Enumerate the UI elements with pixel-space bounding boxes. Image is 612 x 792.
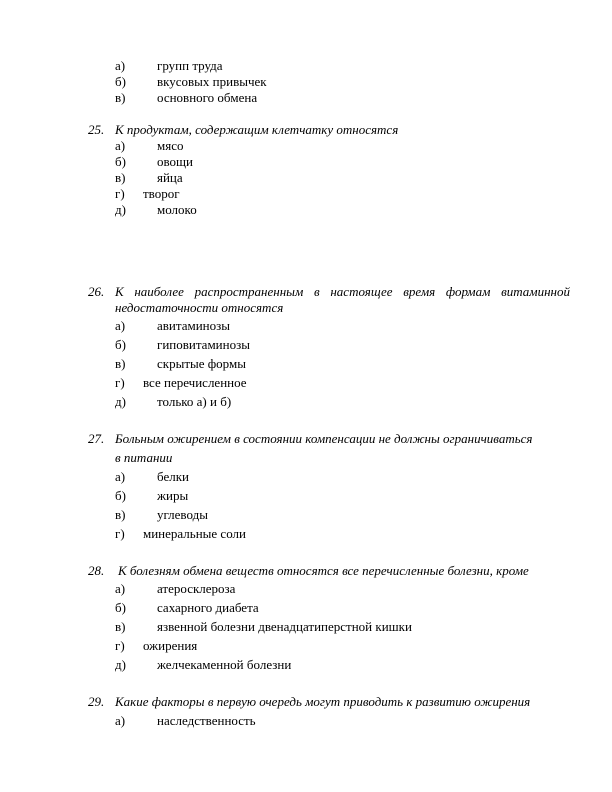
option-letter: в) bbox=[115, 356, 126, 371]
option-text: только а) и б) bbox=[157, 394, 232, 409]
option-text: основного обмена bbox=[157, 90, 258, 105]
option-text: белки bbox=[157, 469, 189, 484]
option-letter: г) bbox=[115, 186, 125, 201]
option-letter: б) bbox=[115, 74, 126, 89]
question-number: 26. bbox=[88, 284, 105, 299]
option-text: вкусовых привычек bbox=[157, 74, 267, 89]
option-text: молоко bbox=[157, 202, 197, 217]
option-letter: в) bbox=[115, 170, 126, 185]
option-text: сахарного диабета bbox=[157, 600, 259, 615]
question-number: 25. bbox=[88, 122, 105, 137]
option-text: творог bbox=[143, 186, 180, 201]
option-text: атеросклероза bbox=[157, 581, 236, 596]
option-letter: г) bbox=[115, 375, 125, 390]
option-letter: а) bbox=[115, 318, 126, 333]
option-text: жиры bbox=[157, 488, 189, 503]
question-number: 27. bbox=[88, 431, 105, 446]
question-number: 28. bbox=[88, 563, 105, 578]
option-text: скрытые формы bbox=[157, 356, 246, 371]
option-text: наследственность bbox=[157, 713, 256, 728]
question-text bbox=[115, 284, 570, 316]
option-letter: в) bbox=[115, 90, 126, 105]
question-number: 29. bbox=[88, 694, 105, 709]
question-text-line: Больным ожирением в состоянии компенсации не должны ограничиваться bbox=[115, 431, 533, 446]
option-text: гиповитаминозы bbox=[157, 337, 250, 352]
option-text: желчекаменной болезни bbox=[157, 657, 292, 672]
option-letter: а) bbox=[115, 581, 126, 596]
option-text: ожирения bbox=[143, 638, 198, 653]
option-letter: б) bbox=[115, 337, 126, 352]
option-letter: в) bbox=[115, 507, 126, 522]
option-letter: г) bbox=[115, 638, 125, 653]
option-letter: в) bbox=[115, 619, 126, 634]
question-text-line: в питании bbox=[115, 450, 173, 465]
question-text: К болезням обмена веществ относятся все перечисленные болезни, кроме bbox=[118, 563, 529, 578]
option-text: яйца bbox=[157, 170, 183, 185]
option-letter: д) bbox=[115, 657, 126, 672]
option-letter: а) bbox=[115, 58, 126, 73]
option-letter: б) bbox=[115, 600, 126, 615]
question-text-line: К наиболее распространенным в настоящее время формам витаминной bbox=[115, 284, 570, 299]
option-letter: а) bbox=[115, 138, 126, 153]
option-text: овощи bbox=[157, 154, 194, 169]
option-text: минеральные соли bbox=[143, 526, 246, 541]
option-letter: д) bbox=[115, 394, 126, 409]
question-text: К продуктам, содержащим клетчатку относятся bbox=[115, 122, 399, 137]
option-text: язвенной болезни двенадцатиперстной кишки bbox=[157, 619, 412, 634]
option-text: групп труда bbox=[157, 58, 223, 73]
question-text-line: недостаточности относятся bbox=[115, 300, 284, 315]
option-text: все перечисленное bbox=[143, 375, 247, 390]
option-letter: б) bbox=[115, 488, 126, 503]
option-letter: г) bbox=[115, 526, 125, 541]
option-text: углеводы bbox=[157, 507, 208, 522]
option-letter: а) bbox=[115, 713, 126, 728]
question-text: Какие факторы в первую очередь могут приводить к развитию ожирения bbox=[115, 694, 531, 709]
option-letter: д) bbox=[115, 202, 126, 217]
option-text: авитаминозы bbox=[157, 318, 230, 333]
option-text: мясо bbox=[157, 138, 184, 153]
option-letter: б) bbox=[115, 154, 126, 169]
option-letter: а) bbox=[115, 469, 126, 484]
